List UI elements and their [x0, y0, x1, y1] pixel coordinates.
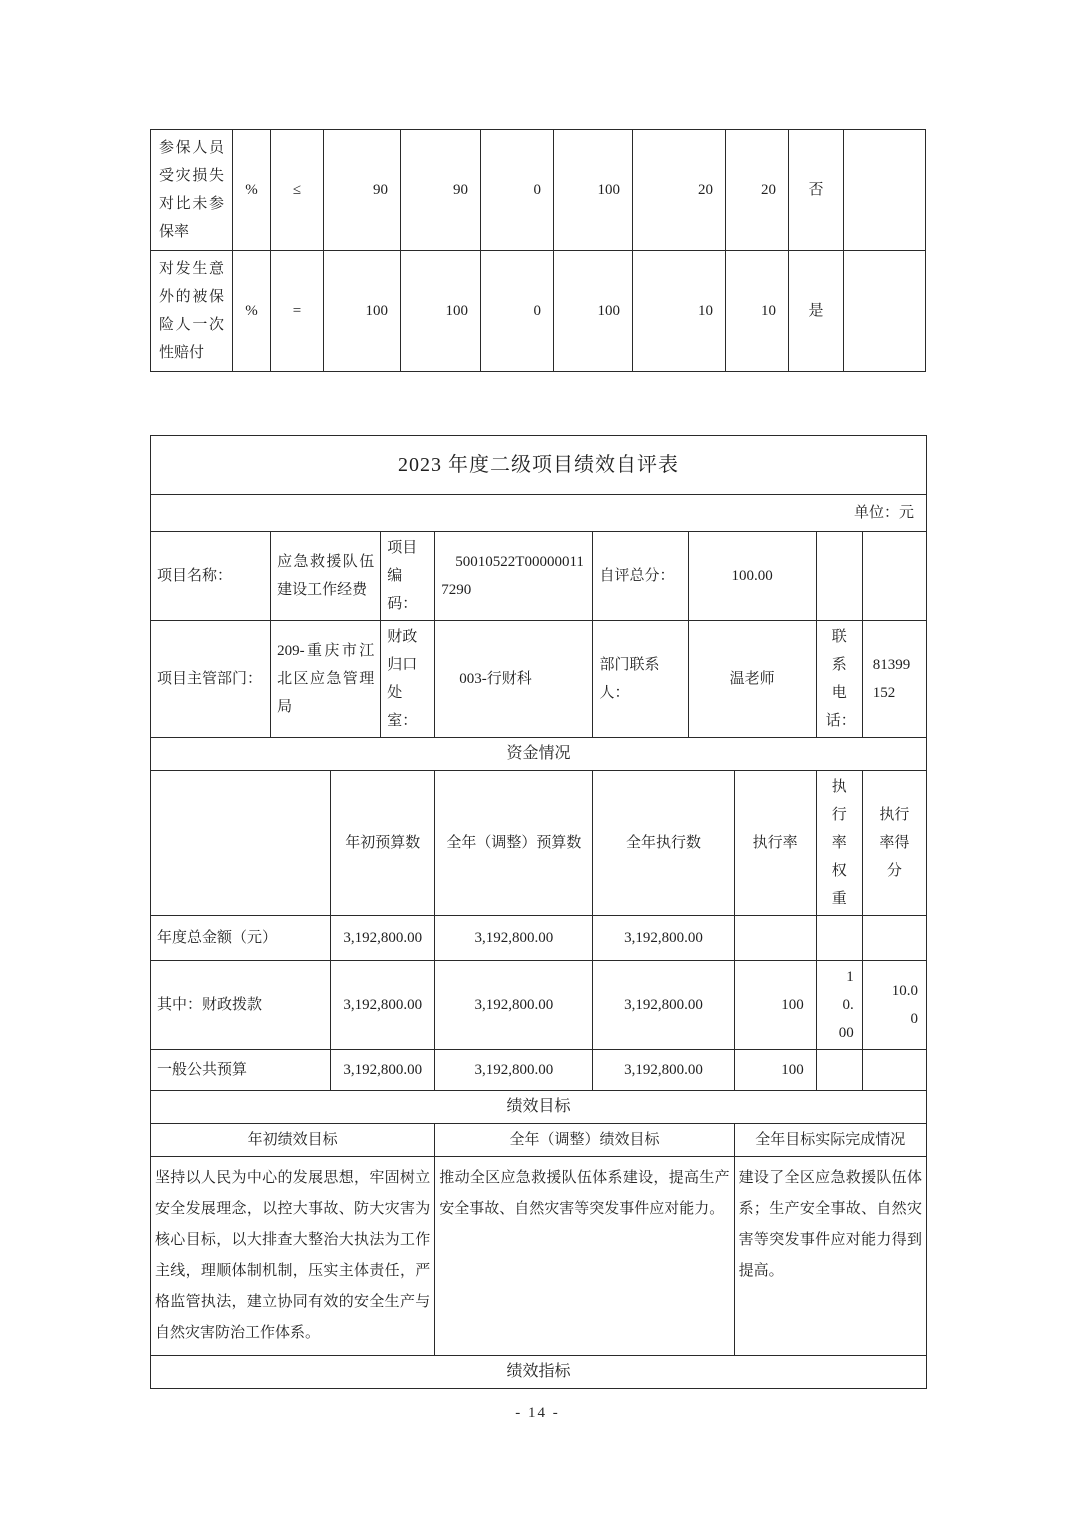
value-cell: 10: [633, 251, 726, 372]
value-cell: 90: [401, 130, 481, 251]
adjusted-budget-value: 3,192,800.00: [435, 961, 593, 1050]
phone-label: 联系电话：: [816, 621, 862, 738]
rate-weight-header: 执行率权重: [816, 771, 862, 916]
indicators-section-title: 绩效指标: [151, 1356, 927, 1389]
table-row: [151, 251, 926, 372]
table-title-row: [151, 436, 927, 495]
finance-office-label: 财政归口处室：: [381, 621, 435, 738]
rate-weight-value: [816, 1050, 862, 1091]
initial-goal-header: 年初绩效目标: [151, 1124, 435, 1157]
dept-label: 项目主管部门：: [151, 621, 271, 738]
unit-row: [151, 495, 927, 532]
initial-budget-value: 3,192,800.00: [331, 916, 435, 961]
rate-score-value: [862, 1050, 926, 1091]
actual-goal-header: 全年目标实际完成情况: [734, 1124, 926, 1157]
operator-cell: ≤: [271, 130, 324, 251]
self-score-label: 自评总分：: [593, 532, 688, 621]
project-code-value: 50010522T000000117290: [435, 532, 593, 621]
goals-header-row: [151, 1124, 927, 1157]
rate-value: 100: [734, 1050, 816, 1091]
rate-score-header: 执行率得分: [862, 771, 926, 916]
empty-cell: [816, 532, 862, 621]
initial-goal-text: 坚持以人民为中心的发展思想，牢固树立安全发展理念，以控大事故、防大灾害为核心目标，以大排查大整治大执法为工作主线，理顺体制机制，压实主体责任，严格监管执法，建立协同有效的安全生产与自然灾害防治工作体系。: [151, 1157, 435, 1356]
adjusted-goal-header: 全年（调整）绩效目标: [435, 1124, 734, 1157]
rate-weight-value: [816, 916, 862, 961]
contact-value: 温老师: [688, 621, 816, 738]
self-evaluation-table: [150, 435, 927, 1389]
indicator-name-cell: 参保人员受灾损失对比未参保率: [151, 130, 233, 251]
funding-public-budget-row: [151, 1050, 927, 1091]
table-title: 2023 年度二级项目绩效自评表: [151, 436, 927, 495]
goals-section-row: [151, 1091, 927, 1124]
empty-cell: [862, 532, 926, 621]
flag-cell: 是: [789, 251, 844, 372]
empty-cell: [844, 251, 926, 372]
unit-label: 单位：元: [151, 495, 927, 532]
funding-fiscal-row: [151, 961, 927, 1050]
executed-header: 全年执行数: [593, 771, 734, 916]
goals-section-title: 绩效目标: [151, 1091, 927, 1124]
value-cell: 100: [554, 130, 633, 251]
carryover-indicator-table: [150, 129, 926, 372]
actual-goal-text: 建设了全区应急救援队伍体系；生产安全事故、自然灾害等突发事件应对能力得到提高。: [734, 1157, 926, 1356]
indicator-name-cell: 对发生意外的被保险人一次性赔付: [151, 251, 233, 372]
adjusted-budget-value: 3,192,800.00: [435, 1050, 593, 1091]
rate-score-value: 10.00: [862, 961, 926, 1050]
executed-value: 3,192,800.00: [593, 916, 734, 961]
value-cell: 10: [726, 251, 789, 372]
adjusted-budget-value: 3,192,800.00: [435, 916, 593, 961]
empty-cell: [151, 771, 331, 916]
row-label: 年度总金额（元）: [151, 916, 331, 961]
funding-header-row: [151, 771, 927, 916]
operator-cell: =: [271, 251, 324, 372]
contact-label: 部门联系人：: [593, 621, 688, 738]
row-label: 一般公共预算: [151, 1050, 331, 1091]
adjusted-goal-text: 推动全区应急救援队伍体系建设，提高生产安全事故、自然灾害等突发事件应对能力。: [435, 1157, 734, 1356]
funding-section-title: 资金情况: [151, 738, 927, 771]
page-number: - 14 -: [515, 1405, 560, 1421]
project-name-row: [151, 532, 927, 621]
rate-value: [734, 916, 816, 961]
project-name-label: 项目名称：: [151, 532, 271, 621]
value-cell: 90: [324, 130, 401, 251]
rate-header: 执行率: [734, 771, 816, 916]
flag-cell: 否: [789, 130, 844, 251]
self-score-value: 100.00: [688, 532, 816, 621]
value-cell: 100: [554, 251, 633, 372]
rate-score-value: [862, 916, 926, 961]
dept-value: 209-重庆市江北区应急管理局: [271, 621, 381, 738]
funding-total-row: [151, 916, 927, 961]
finance-office-value: 003-行财科: [435, 621, 593, 738]
rate-weight-value: 10.00: [816, 961, 862, 1050]
initial-budget-value: 3,192,800.00: [331, 1050, 435, 1091]
executed-value: 3,192,800.00: [593, 1050, 734, 1091]
initial-budget-value: 3,192,800.00: [331, 961, 435, 1050]
value-cell: 0: [481, 251, 554, 372]
value-cell: 0: [481, 130, 554, 251]
project-code-label: 项目编码：: [381, 532, 435, 621]
goals-content-row: [151, 1157, 927, 1356]
unit-cell: %: [233, 251, 271, 372]
unit-cell: %: [233, 130, 271, 251]
initial-budget-header: 年初预算数: [331, 771, 435, 916]
phone-value: 81399152: [862, 621, 926, 738]
executed-value: 3,192,800.00: [593, 961, 734, 1050]
value-cell: 20: [633, 130, 726, 251]
adjusted-budget-header: 全年（调整）预算数: [435, 771, 593, 916]
value-cell: 20: [726, 130, 789, 251]
value-cell: 100: [324, 251, 401, 372]
indicators-section-row: [151, 1356, 927, 1389]
rate-value: 100: [734, 961, 816, 1050]
row-label: 其中：财政拨款: [151, 961, 331, 1050]
table-row: [151, 130, 926, 251]
project-dept-row: [151, 621, 927, 738]
value-cell: 100: [401, 251, 481, 372]
funding-section-row: [151, 738, 927, 771]
project-name-value: 应急救援队伍建设工作经费: [271, 532, 381, 621]
empty-cell: [844, 130, 926, 251]
